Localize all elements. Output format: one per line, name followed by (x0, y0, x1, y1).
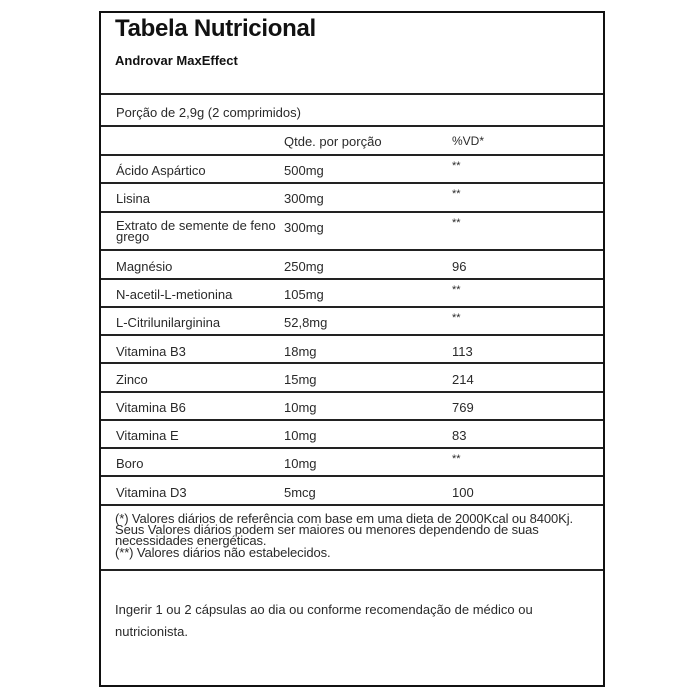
nutrient-dv: 100 (452, 485, 474, 500)
divider (101, 211, 603, 213)
divider (101, 475, 603, 477)
divider (101, 391, 603, 393)
divider (101, 334, 603, 336)
divider (101, 419, 603, 421)
column-header-dv: %VD* (452, 134, 485, 148)
nutrient-name: Boro (116, 456, 144, 471)
column-header-amount: Qtde. por porção (284, 134, 382, 149)
nutrient-name: Ácido Aspártico (116, 163, 206, 178)
nutrient-amount: 300mg (284, 220, 324, 235)
nutrient-name: Zinco (116, 372, 148, 387)
nutrient-name: Vitamina D3 (116, 485, 187, 500)
nutrient-amount: 5mcg (284, 485, 316, 500)
divider (101, 504, 603, 506)
footnote-dv-not-established: (**) Valores diários não estabelecidos. (115, 545, 331, 560)
nutrient-dv: 113 (452, 344, 473, 359)
nutrient-dv: ** (452, 188, 461, 200)
divider (101, 125, 603, 127)
nutrient-dv: 769 (452, 400, 474, 415)
nutrient-amount: 105mg (284, 287, 324, 302)
nutrient-name: Vitamina B6 (116, 400, 186, 415)
divider (101, 362, 603, 364)
nutrient-amount: 250mg (284, 259, 324, 274)
nutrient-dv: 96 (452, 259, 467, 274)
serving-size: Porção de 2,9g (2 comprimidos) (116, 105, 301, 120)
nutrient-name: Extrato de semente de feno grego (116, 218, 276, 244)
nutrient-amount: 10mg (284, 428, 317, 443)
divider (101, 569, 603, 571)
divider (101, 278, 603, 280)
nutrient-name: N-acetil-L-metionina (116, 287, 233, 302)
divider (101, 154, 603, 156)
nutrient-amount: 10mg (284, 400, 317, 415)
nutrient-name: Lisina (116, 191, 150, 206)
footnote-dv-reference: (*) Valores diários de referência com base em uma dieta de 2000Kcal ou 8400Kj. Seus Valores diários podem ser maiores ou menores dependendo de suas necessidades energéticas. (115, 511, 574, 548)
nutrient-dv: ** (452, 217, 461, 229)
product-name: Androvar MaxEffect (115, 53, 238, 68)
divider (101, 306, 603, 308)
usage-instructions: Ingerir 1 ou 2 cápsulas ao dia ou conforme recomendação de médico ou nutricionista. (115, 602, 533, 639)
page-title: Tabela Nutricional (115, 15, 316, 42)
nutrient-name: L-Citrilunilarginina (116, 315, 221, 330)
nutrient-amount: 52,8mg (284, 315, 328, 330)
divider (101, 447, 603, 449)
nutrient-name: Magnésio (116, 259, 173, 274)
nutrient-amount: 15mg (284, 372, 317, 387)
divider (101, 93, 603, 95)
nutrition-table-panel (99, 11, 605, 687)
nutrient-name: Vitamina E (116, 428, 179, 443)
divider (101, 249, 603, 251)
nutrient-amount: 300mg (284, 191, 324, 206)
nutrient-amount: 10mg (284, 456, 317, 471)
nutrient-dv: ** (452, 312, 461, 324)
nutrient-name: Vitamina B3 (116, 344, 186, 359)
nutrient-dv: 214 (452, 372, 474, 387)
nutrient-amount: 18mg (284, 344, 317, 359)
nutrient-dv: 83 (452, 428, 467, 443)
nutrient-amount: 500mg (284, 163, 324, 178)
nutrient-dv: ** (452, 453, 461, 465)
divider (101, 182, 603, 184)
nutrient-dv: ** (452, 284, 461, 296)
nutrient-dv: ** (452, 160, 461, 172)
